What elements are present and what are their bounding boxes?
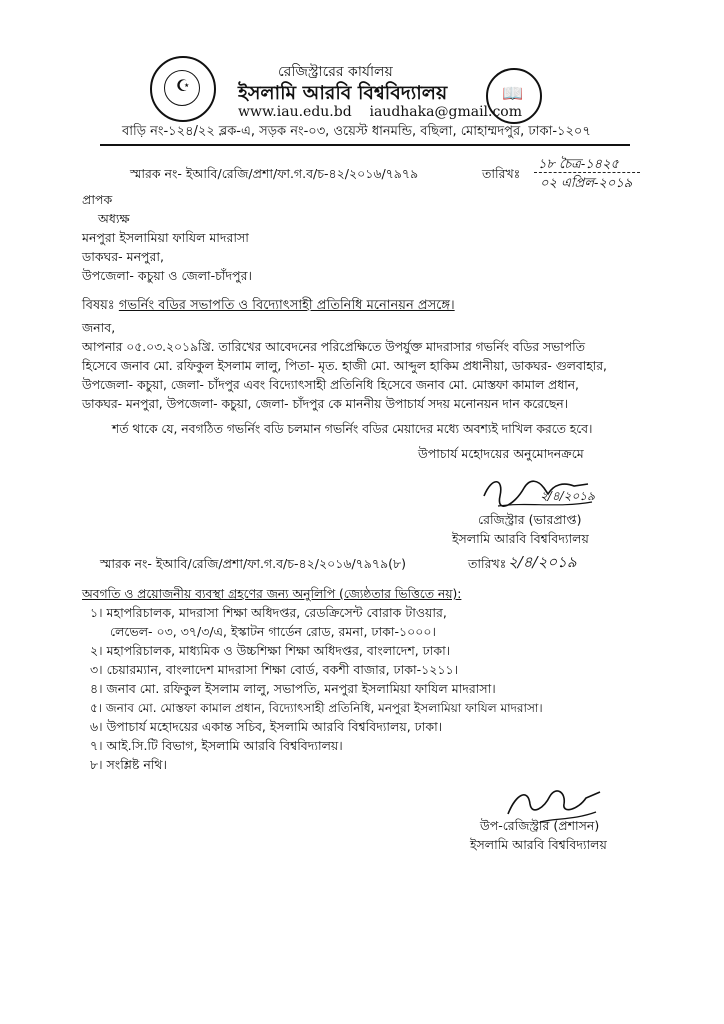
recipient-line-4: উপজেলা- কচুয়া ও জেলা-চাঁদপুর। xyxy=(82,268,252,283)
deputy-title: উপ-রেজিস্ট্রার (প্রশাসন) xyxy=(480,818,600,833)
memo-date-label: তারিখঃ xyxy=(482,166,521,181)
memo2-ref xyxy=(100,556,406,576)
approval-note: উপাচার্য মহোদয়ের অনুমোদনক্রমে xyxy=(418,446,584,461)
memo2-date-handwritten: ২/৪/২০১৯ xyxy=(508,553,577,571)
recipient-line-2: মনপুরা ইসলামিয়া ফাযিল মাদরাসা xyxy=(82,230,249,245)
university-name: ইসলামি আরবি বিশ্ববিদ্যালয় xyxy=(238,82,448,104)
memo-ref-label: স্মারক নং- xyxy=(130,166,182,181)
address-line: বাড়ি নং-১২৪/২২ ব্লক-এ, সড়ক নং-০৩, ওয়েস্ট ধানমন্ডি, বছিলা, মোহাম্মদপুর, ঢাকা-১২০৭ xyxy=(122,124,591,139)
mosque-icon: ☪ xyxy=(175,76,191,95)
signature-stroke xyxy=(508,791,600,814)
approval-title: রেজিস্ট্রার (ভারপ্রাপ্ত) xyxy=(478,512,582,527)
cc-item-7: ৭। আই.সি.টি বিভাগ, ইসলামি আরবি বিশ্ববিদ্যালয়। xyxy=(90,738,343,753)
website-text: www.iau.edu.bd xyxy=(238,104,352,120)
subject-text: গভর্নিং বডির সভাপতি ও বিদ্যোৎসাহী প্রতিনিধি মনোনয়ন প্রসঙ্গে। xyxy=(118,298,455,313)
book-icon: 📖 xyxy=(502,84,524,104)
cc-item-8: ৮। সংশ্লিষ্ট নথি। xyxy=(90,757,167,772)
body-line-3: উপজেলা- কচুয়া, জেলা- চাঁদপুর এবং বিদ্যোৎসাহী প্রতিনিধি হিসেবে জনাব মো. মোস্তফা কামাল প্রধান, xyxy=(82,378,579,392)
cc-item-1: ১। মহাপরিচালক, মাদরাসা শিক্ষা অধিদপ্তর, রেডক্রিসেন্ট বোরাক টাওয়ার, xyxy=(90,605,447,620)
header-divider xyxy=(100,144,630,146)
cc-item-4: ৪। জনাব মো. রফিকুল ইসলাম লালু, সভাপতি, মনপুরা ইসলামিয়া ফাযিল মাদরাসা। xyxy=(90,681,496,696)
body-condition: শর্ত থাকে যে, নবগঠিত গভর্নিং বডি চলমান গভর্নিং বডির মেয়াদের মধ্যে অবশ্যই দাখিল করতে হবে। xyxy=(112,422,593,436)
salutation: জনাব, xyxy=(82,320,116,335)
deputy-org: ইসলামি আরবি বিশ্ববিদ্যালয় xyxy=(470,837,607,852)
office-name: রেজিস্ট্রারের কার্যালয় xyxy=(278,64,393,80)
cc-item-1-cont: লেভেল- ০৩, ৩৭/৩/এ, ইস্কাটন গার্ডেন রোড, রমনা, ঢাকা-১০০০। xyxy=(110,624,436,639)
memo2-ref-label: স্মারক নং- xyxy=(100,556,152,571)
cc-item-2: ২। মহাপরিচালক, মাধ্যমিক ও উচ্চশিক্ষা শিক্ষা অধিদপ্তর, বাংলাদেশ, ঢাকা। xyxy=(90,643,451,658)
recipient-line-3: ডাকঘর- মনপুরা, xyxy=(82,249,165,264)
subject-label: বিষয়ঃ xyxy=(82,298,115,313)
memo-date-handwritten-1: ১৮ চৈত্র-১৪২৫ xyxy=(538,157,619,172)
university-logo-left xyxy=(150,56,216,122)
memo-ref-number: ইআবি/রেজি/প্রশা/ফা.গ.ব/চ-৪২/২০১৬/৭৯৭৯ xyxy=(185,166,419,181)
cc-item-3: ৩। চেয়ারম্যান, বাংলাদেশ মাদরাসা শিক্ষা বোর্ড, বকশী বাজার, ঢাকা-১২১১। xyxy=(90,662,459,677)
body-line-1: আপনার ০৫.০৩.২০১৯খ্রি. তারিখের আবেদনের পরিপ্রেক্ষিতে উপর্যুক্ত মাদরাসার গভর্নিং বডির সভাপতি xyxy=(82,340,585,354)
body-line-4: ডাকঘর- মনপুরা, উপজেলা- কচুয়া, জেলা- চাঁদপুর কে মাননীয় উপাচার্য সদয় মনোনয়ন দান করেছেন। xyxy=(82,397,569,411)
approval-sign-date: ২/৪/২০১৯ xyxy=(540,489,595,503)
cc-item-5: ৫। জনাব মো. মোস্তফা কামাল প্রধান, বিদ্যোৎসাহী প্রতিনিধি, মনপুরা ইসলামিয়া ফাযিল মাদরাসা। xyxy=(90,701,543,715)
memo-date-handwritten-2: ০২ এপ্রিল-২০১৯ xyxy=(540,176,633,191)
cc-item-6: ৬। উপাচার্য মহোদয়ের একান্ত সচিব, ইসলামি আরবি বিশ্ববিদ্যালয়, ঢাকা। xyxy=(90,719,443,734)
email-text: iaudhaka@gmail.com xyxy=(369,104,523,120)
approval-org: ইসলামি আরবি বিশ্ববিদ্যালয় xyxy=(452,531,589,546)
recipient-line-1: অধ্যক্ষ xyxy=(98,211,130,226)
memo2-date-label: তারিখঃ xyxy=(468,556,507,571)
contact-line xyxy=(238,104,522,120)
cc-heading: অবগতি ও প্রয়োজনীয় ব্যবস্থা গ্রহণের জন্য অনুলিপি (জ্যেষ্ঠতার ভিত্তিতে নয়): xyxy=(82,587,462,601)
memo-ref xyxy=(130,166,418,186)
subject-line xyxy=(82,296,455,317)
date-underline-1 xyxy=(534,172,640,173)
body-line-2: হিসেবে জনাব মো. রফিকুল ইসলাম লালু, পিতা- মৃত. হাজী মো. আব্দুল হাকিম প্রধানীয়া, ডাকঘর- গুলবাহার, xyxy=(82,359,607,373)
memo2-ref-number: ইআবি/রেজি/প্রশা/ফা.গ.ব/চ-৪২/২০১৬/৭৯৭৯(৮) xyxy=(155,556,407,571)
recipient-heading: প্রাপক xyxy=(82,192,113,207)
